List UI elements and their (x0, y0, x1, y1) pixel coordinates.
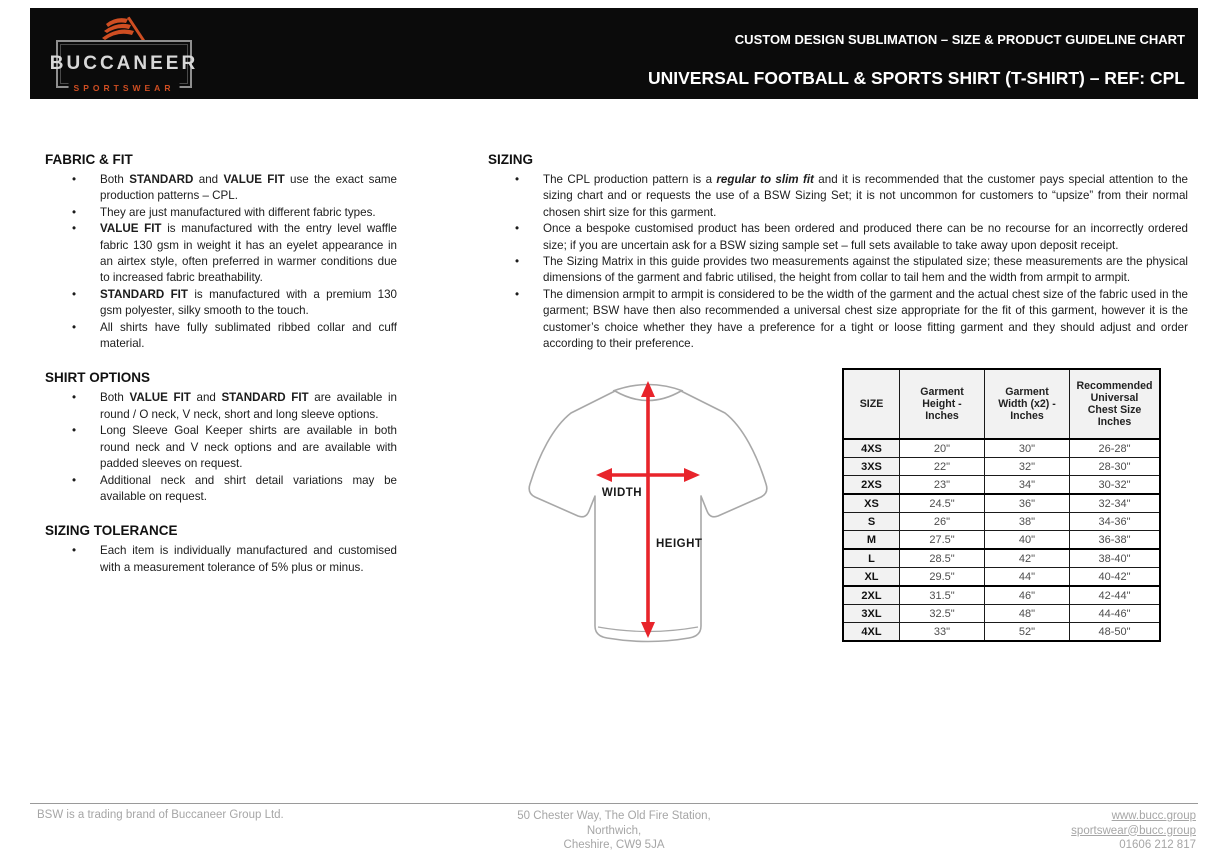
width-label: WIDTH (601, 487, 643, 500)
size-value-cell: 46" (985, 586, 1070, 605)
bullet-item: • Once a bespoke customised product has been ordered and produced there can be no recourse for an incorrectly ordered size; if you are uncertain ask for a BSW sizing sample set – full sets available to take away upon deposit receipt. (514, 221, 1188, 254)
bullet-item: • The Sizing Matrix in this guide provides two measurements against the stipulated size; these measurements are the physical dimensions of the garment and fabric utilised, the height from collar to tail hem and the width from armpit to armpit. (514, 254, 1188, 287)
size-value-cell: 42-44" (1070, 586, 1161, 605)
size-value-cell: 26" (900, 513, 985, 531)
size-value-cell: 32-34" (1070, 494, 1161, 513)
table-row (843, 476, 1160, 495)
right-column (488, 152, 1188, 660)
size-label-cell: S (843, 513, 900, 531)
bullet-item: • The CPL production pattern is a regular to slim fit and it is recommended that the customer pays special attention to the sizing chart and or requests the use of a BSW Sizing Set; it is not uncommon for customers to “upsize” from their normal chosen shirt size for this garment. (514, 172, 1188, 221)
bullet-item: • Additional neck and shirt detail variations may be available on request. (71, 473, 397, 506)
size-value-cell: 32" (985, 458, 1070, 476)
bullet-item: • All shirts have fully sublimated ribbed collar and cuff material. (71, 320, 397, 353)
size-value-cell: 27.5" (900, 531, 985, 550)
table-row (843, 439, 1160, 458)
size-value-cell: 30-32" (1070, 476, 1161, 495)
size-value-cell: 26-28" (1070, 439, 1161, 458)
logo-wordmark: BUCCANEER (49, 53, 199, 74)
address-line: Cheshire, CW9 5JA (563, 839, 665, 851)
size-value-cell: 44-46" (1070, 605, 1161, 623)
size-value-cell: 29.5" (900, 568, 985, 587)
size-value-cell: 34-36" (1070, 513, 1161, 531)
size-value-cell: 36-38" (1070, 531, 1161, 550)
size-label-cell: M (843, 531, 900, 550)
brand-logo (49, 12, 202, 96)
sizing-visuals (488, 368, 1188, 660)
size-value-cell: 40-42" (1070, 568, 1161, 587)
column-header: SIZE (843, 369, 900, 439)
logo-subtitle: SPORTSWEAR (69, 83, 180, 93)
bullet-item: • Each item is individually manufactured and customised with a measurement tolerance of 5% plus or minus. (71, 543, 397, 576)
table-row (843, 623, 1160, 642)
size-value-cell: 20" (900, 439, 985, 458)
tshirt-measurement-diagram (518, 368, 780, 660)
sizing-section (488, 152, 1188, 352)
address-line: 50 Chester Way, The Old Fire Station, (517, 810, 711, 822)
footer-company-note: BSW is a trading brand of Buccaneer Group Ltd. (37, 809, 284, 821)
document-title-line1: CUSTOM DESIGN SUBLIMATION – SIZE & PRODUCT GUIDELINE CHART (734, 32, 1185, 47)
table-row (843, 458, 1160, 476)
bullet-item: • Both VALUE FIT and STANDARD FIT are available in round / O neck, V neck, short and long sleeve options. (71, 390, 397, 423)
header-bar (30, 8, 1198, 99)
bullet-item: • The dimension armpit to armpit is considered to be the width of the garment and the actual chest size of the fabric used in the garment; BSW have then also recommended a universal chest size appropriate for the fit of this garment, however it is the customer’s choice whether they have a preference for a tight or loose fitting garment and they should adjust and order according to their preference. (514, 287, 1188, 353)
table-row (843, 513, 1160, 531)
size-value-cell: 31.5" (900, 586, 985, 605)
table-row (843, 605, 1160, 623)
size-value-cell: 36" (985, 494, 1070, 513)
size-label-cell: L (843, 549, 900, 568)
size-value-cell: 28-30" (1070, 458, 1161, 476)
size-label-cell: 3XL (843, 605, 900, 623)
size-label-cell: 3XS (843, 458, 900, 476)
column-header: Recommended Universal Chest Size Inches (1070, 369, 1161, 439)
table-row (843, 549, 1160, 568)
size-value-cell: 30" (985, 439, 1070, 458)
table-row (843, 494, 1160, 513)
size-value-cell: 48" (985, 605, 1070, 623)
section-heading-fabric-fit: FABRIC & FIT (45, 152, 133, 167)
size-table (842, 368, 1161, 642)
size-value-cell: 32.5" (900, 605, 985, 623)
column-header: Garment Height - Inches (900, 369, 985, 439)
size-value-cell: 23" (900, 476, 985, 495)
table-row (843, 568, 1160, 587)
size-value-cell: 52" (985, 623, 1070, 642)
size-value-cell: 22" (900, 458, 985, 476)
size-label-cell: 2XL (843, 586, 900, 605)
bullet-item: • Long Sleeve Goal Keeper shirts are available in both round neck and V neck options and are available with padded sleeves on request. (71, 423, 397, 472)
size-value-cell: 34" (985, 476, 1070, 495)
section-heading-shirt-options: SHIRT OPTIONS (45, 370, 151, 386)
bullet-list-shirt-options (45, 390, 397, 505)
size-value-cell: 24.5" (900, 494, 985, 513)
phone-number: 01606 212 817 (1119, 839, 1196, 851)
address-line: Northwich, (586, 824, 642, 837)
table-row (843, 586, 1160, 605)
bullet-item: • They are just manufactured with different fabric types. (71, 205, 397, 221)
size-label-cell: 2XS (843, 476, 900, 495)
bullet-list-sizing (488, 172, 1188, 352)
logo-frame (49, 40, 199, 93)
footer-contact (1071, 809, 1196, 853)
size-label-cell: 4XL (843, 623, 900, 642)
section-heading-sizing-tolerance: SIZING TOLERANCE (45, 523, 178, 539)
footer-address (517, 809, 710, 853)
size-label-cell: 4XS (843, 439, 900, 458)
size-value-cell: 42" (985, 549, 1070, 568)
size-value-cell: 44" (985, 568, 1070, 587)
table-row (843, 531, 1160, 550)
height-label: HEIGHT (656, 538, 703, 551)
section-heading-sizing: SIZING (488, 152, 534, 167)
size-table-header (843, 369, 1160, 439)
size-label-cell: XL (843, 568, 900, 587)
bullet-list-fabric-fit (45, 172, 397, 352)
size-value-cell: 40" (985, 531, 1070, 550)
size-value-cell: 48-50" (1070, 623, 1161, 642)
bullet-item: • STANDARD FIT is manufactured with a premium 130 gsm polyester, silky smooth to the touch. (71, 287, 397, 320)
size-value-cell: 38-40" (1070, 549, 1161, 568)
email-link[interactable]: sportswear@bucc.group (1071, 824, 1196, 837)
bullet-item: • VALUE FIT is manufactured with the entry level waffle fabric 130 gsm in weight it has an eyelet appearance in an airtex style, often preferred in warmer conditions due to increased fabric breathability. (71, 221, 397, 287)
website-link[interactable]: www.bucc.group (1111, 810, 1196, 822)
size-value-cell: 38" (985, 513, 1070, 531)
bullet-item: • Both STANDARD and VALUE FIT use the exact same production patterns – CPL. (71, 172, 397, 205)
left-column (45, 152, 397, 576)
size-value-cell: 28.5" (900, 549, 985, 568)
size-value-cell: 33" (900, 623, 985, 642)
size-label-cell: XS (843, 494, 900, 513)
column-header: Garment Width (x2) - Inches (985, 369, 1070, 439)
document-title-line2: UNIVERSAL FOOTBALL & SPORTS SHIRT (T-SHIRT) – REF: CPL (647, 68, 1185, 88)
page-footer (30, 803, 1198, 850)
bullet-list-sizing-tolerance (45, 543, 397, 576)
